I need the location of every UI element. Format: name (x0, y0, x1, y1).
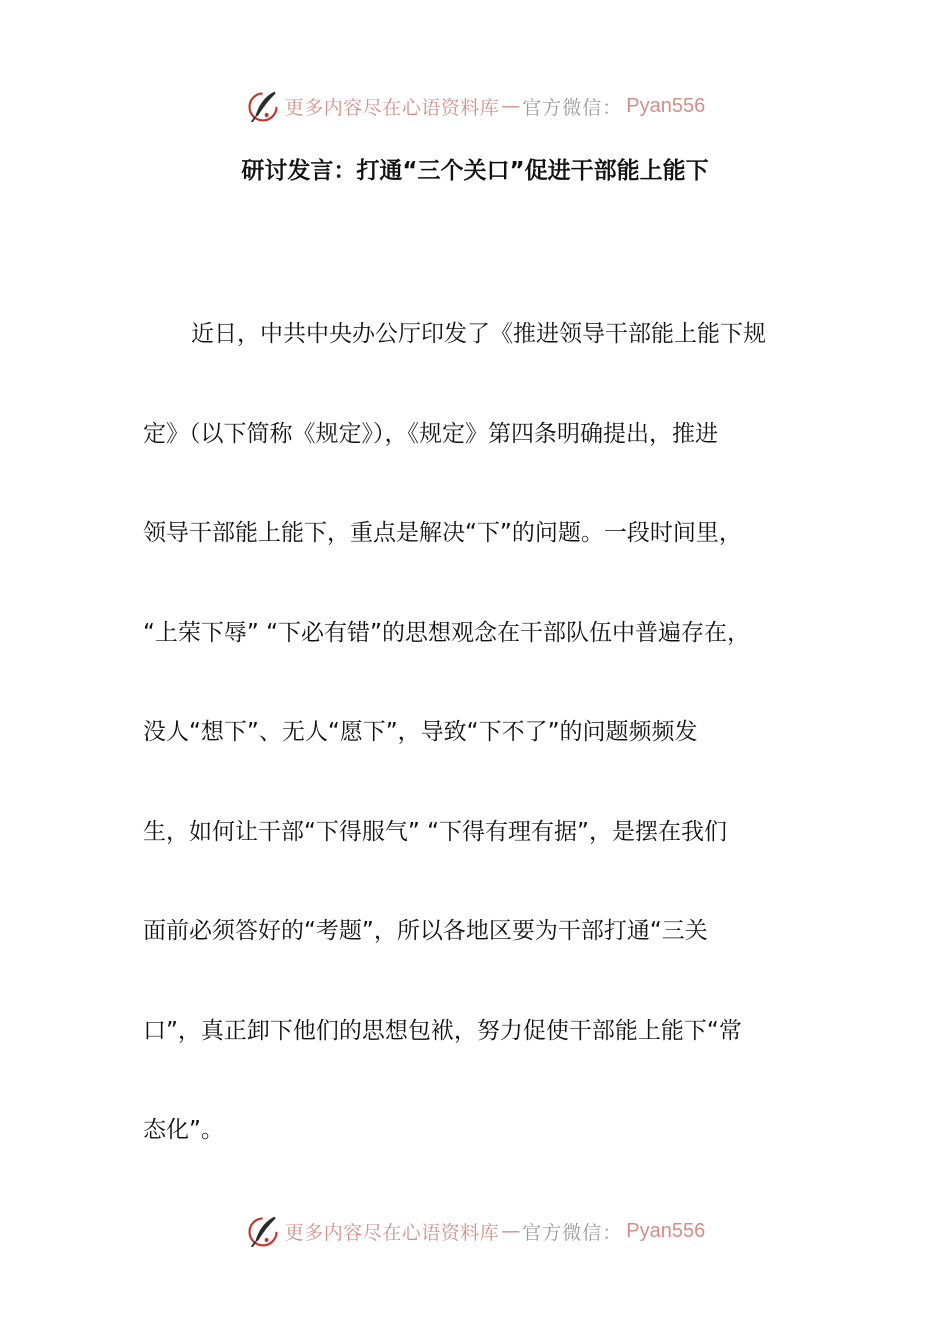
body-line-8: 口”，真正卸下他们的思想包袱，努力促使干部能上能下“常 (143, 1018, 742, 1044)
wechat-label: 官方微信： (522, 1221, 623, 1244)
body-line-1: 近日，中共中央办公厅印发了《推进领导干部能上能下规 (191, 321, 766, 347)
body-line-2: 定》（以下简称《规定》），《规定》第四条明确提出，推进 (143, 421, 718, 447)
quill-pen-logo-icon (245, 1213, 281, 1249)
promo-text: 更多内容尽在心语资料库 (284, 96, 500, 119)
header-banner (0, 84, 950, 128)
footer-banner (0, 1209, 950, 1253)
wechat-id: Pyan556 (626, 94, 706, 117)
body-line-6: 生，如何让干部“下得服气” “下得有理有据”，是摆在我们 (143, 819, 727, 845)
banner-dash: — (501, 95, 521, 117)
document-title: 研讨发言：打通“三个关口”促进干部能上能下 (241, 158, 709, 184)
wechat-id: Pyan556 (626, 1219, 706, 1242)
wechat-label: 官方微信： (522, 96, 623, 119)
body-line-9: 态化”。 (143, 1117, 224, 1143)
quill-pen-logo-icon (245, 88, 281, 124)
body-line-5: 没人“想下”、无人“愿下”，导致“下不了”的问题频频发 (143, 719, 698, 745)
promo-text: 更多内容尽在心语资料库 (284, 1221, 500, 1244)
body-line-4: “上荣下辱” “下必有错”的思想观念在干部队伍中普遍存在， (143, 620, 750, 646)
body-line-7: 面前必须答好的“考题”，所以各地区要为干部打通“三关 (143, 918, 708, 944)
banner-dash: — (501, 1220, 521, 1242)
body-line-3: 领导干部能上能下，重点是解决“下”的问题。一段时间里， (143, 520, 742, 546)
